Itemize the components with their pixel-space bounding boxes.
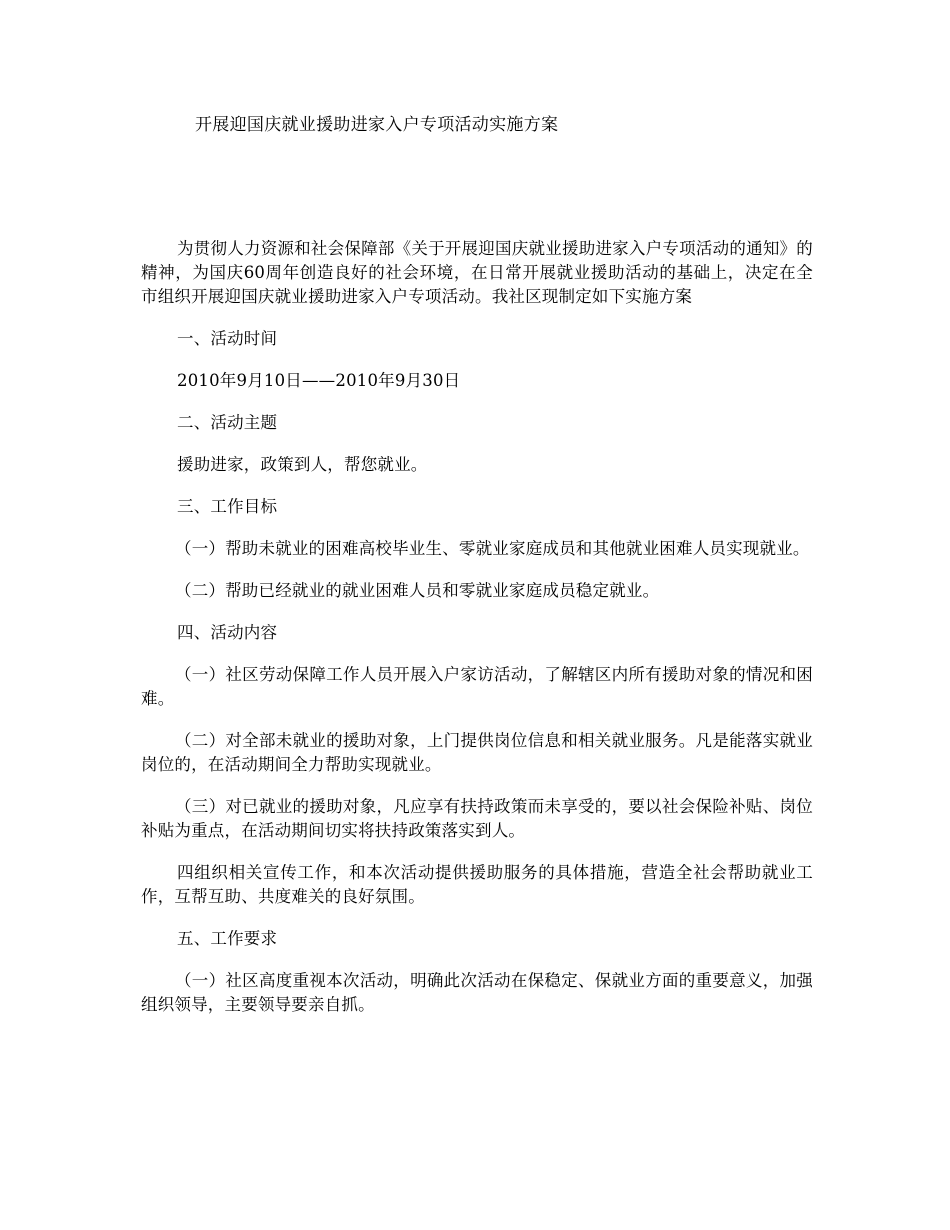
work-goal-1: （一）帮助未就业的困难高校毕业生、零就业家庭成员和其他就业困难人员实现就业。	[175, 539, 810, 558]
section-heading-work-requirements: 五、工作要求	[177, 929, 278, 948]
activity-content-4: 四组织相关宣传工作，和本次活动提供援助服务的具体措施，营造全社会帮助就业工作，互帮互助、共度难关的良好氛围。	[141, 863, 813, 906]
section-heading-activity-time: 一、活动时间	[177, 329, 278, 348]
document-title: 开展迎国庆就业援助进家入户专项活动实施方案	[195, 115, 559, 135]
work-goal-2: （二）帮助已经就业的就业困难人员和零就业家庭成员稳定就业。	[175, 581, 660, 600]
section-heading-activity-content: 四、活动内容	[177, 623, 278, 642]
activity-content-1: （一）社区劳动保障工作人员开展入户家访活动，了解辖区内所有援助对象的情况和困难。	[141, 665, 813, 708]
intro-paragraph: 为贯彻人力资源和社会保障部《关于开展迎国庆就业援助进家入户专项活动的通知》的精神，为国庆60周年创造良好的社会环境，在日常开展就业援助活动的基础上，决定在全市组织开展迎国庆就业援助进家入户专项活动。我社区现制定如下实施方案	[141, 239, 813, 306]
section-heading-activity-theme: 二、活动主题	[177, 413, 278, 432]
activity-theme-text: 援助进家，政策到人，帮您就业。	[177, 455, 428, 474]
section-heading-work-goals: 三、工作目标	[177, 497, 278, 516]
activity-time-range: 2010年9月10日——2010年9月30日	[177, 371, 461, 390]
document-body	[141, 237, 813, 1035]
work-requirement-1: （一）社区高度重视本次活动，明确此次活动在保稳定、保就业方面的重要意义，加强组织领导，主要领导要亲自抓。	[141, 971, 813, 1014]
activity-content-2: （二）对全部未就业的援助对象，上门提供岗位信息和相关就业服务。凡是能落实就业岗位的，在活动期间全力帮助实现就业。	[141, 731, 813, 774]
activity-content-3: （三）对已就业的援助对象，凡应享有扶持政策而未享受的，要以社会保险补贴、岗位补贴为重点，在活动期间切实将扶持政策落实到人。	[141, 797, 813, 840]
